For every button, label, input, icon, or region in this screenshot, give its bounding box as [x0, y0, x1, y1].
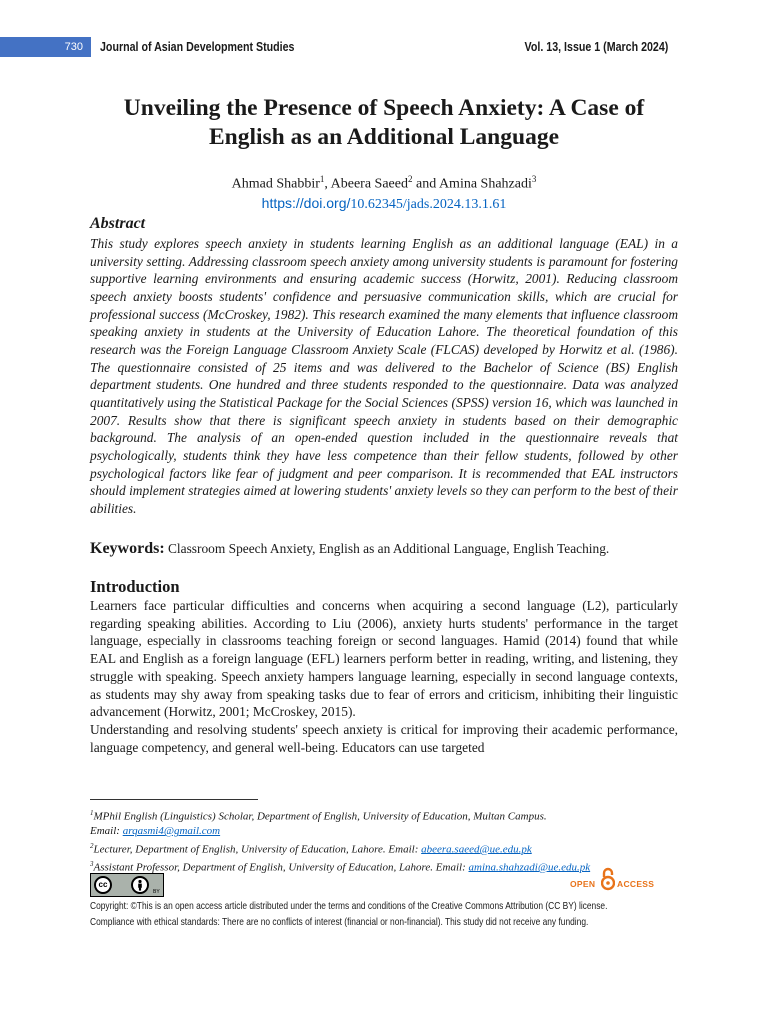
introduction-paragraph: Learners face particular difficulties and concerns when acquiring a second language (L2), particularly regarding speaking abilities. According to Liu (2006), anxiety hurts students' performance in the target language, especially in classrooms teaching foreign or second languages. Hamid (2014) found that while EAL and English as a foreign language (EFL) learners perform better in reading, writing, and listening, they struggle with speaking. Speech anxiety hampers language learning, especially in second language contexts, as students may shy away from speaking tasks due to fear of errors and criticism, inhibiting their linguistic advancement (Horwitz, 2001; McCroskey, 2015).: [90, 598, 678, 720]
footnotes: [90, 806, 690, 875]
footnote-text: Lecturer, Department of English, University of Education, Lahore. Email:: [93, 843, 422, 856]
email-link[interactable]: abeera.saeed@ue.edu.pk: [421, 843, 532, 856]
ethics-statement: Compliance with ethical standards: There are no conflicts of interest (financial or non-financial). This study did not receive any funding.: [90, 916, 589, 928]
issue-info: Vol. 13, Issue 1 (March 2024): [524, 39, 668, 54]
introduction-heading: Introduction: [90, 577, 180, 596]
abstract-heading: Abstract: [90, 215, 146, 232]
cc-by-license-icon[interactable]: [90, 873, 164, 897]
article-title: Unveiling the Presence of Speech Anxiety: A Case of English as an Additional Language: [123, 95, 645, 150]
open-access-logo: [570, 867, 660, 895]
open-access-lock-icon: [601, 867, 615, 891]
author-separator: ,: [324, 176, 331, 192]
author-affiliation-marker: 1: [319, 174, 325, 184]
introduction-body: [90, 597, 678, 756]
creative-commons-icon: cc: [94, 876, 112, 894]
footnote-text: Assistant Professor, Department of English, University of Education, Lahore. Email:: [93, 861, 469, 874]
footnote-2: [90, 839, 690, 857]
doi-prefix[interactable]: https://doi.org/: [261, 195, 351, 211]
copyright-text: Copyright: ©This is an open access article distributed under the terms and conditions of the Creative Commons Attribution (CC BY) license.: [90, 900, 608, 912]
by-label: BY: [153, 889, 160, 895]
email-link[interactable]: amina.shahzadi@ue.edu.pk: [468, 861, 591, 874]
footnote-1: [90, 806, 690, 824]
access-label: ACCESS: [617, 879, 655, 889]
footnote-marker: 3: [90, 859, 94, 868]
footnote-marker: 2: [90, 841, 94, 850]
author-separator: and: [412, 176, 439, 192]
author-name: Abeera Saeed: [330, 176, 408, 192]
footnote-divider: [90, 799, 258, 800]
author-affiliation-marker: 2: [407, 174, 413, 184]
footnote-text: MPhil English (Linguistics) Scholar, Department of English, University of Education, Multan Campus.: [93, 810, 547, 823]
attribution-person-icon: [131, 876, 149, 894]
abstract-text: This study explores speech anxiety in students learning English as an additional language (EAL) in a university setting. Addressing classroom speech anxiety among university students is paramount for fostering supportive learning environments and ensuring academic success (Horwitz, 2001). Reducing classroom speech anxiety boosts students' confidence and persuasive communication skills, which are crucial for professional success (McCroskey, 1982). This research examined the many elements that influence classroom speaking anxiety in students at the University of Education Lahore. The theoretical foundation of this research was the Foreign Language Classroom Anxiety Scale (FLCAS) developed by Horwitz et al. (1986). The questionnaire consisted of 25 items and was delivered to the Bachelor of Science (BS) English department students. One hundred and three students responded to the questionnaire. Data was analyzed quantitatively using the Statistical Package for the Social Sciences (SPSS) version 16, which was launched in 2007. Results show that there is significant speech anxiety in students based on their demographic background. The analysis of an open-ended question included in the questionnaire reveals that psychologically, students think they have less competence than their fellow students, followed by other psychological factors like fear of judgment and peer comparison. It is recommended that EAL instructors should implement strategies aimed at lowering students' anxiety levels so they can perform to the best of their abilities.: [90, 236, 678, 516]
footnote-marker: 1: [90, 809, 94, 817]
keywords-text: Classroom Speech Anxiety, English as an Additional Language, English Teaching.: [164, 541, 610, 556]
journal-name: Journal of Asian Development Studies: [100, 39, 295, 54]
running-header: [0, 37, 768, 57]
email-label: Email:: [90, 825, 123, 838]
keywords: [90, 539, 690, 559]
keywords-label: Keywords:: [90, 540, 165, 557]
copyright-notice: [90, 898, 607, 930]
page-number: 730: [0, 37, 91, 57]
author-name: Amina Shahzadi: [438, 176, 532, 192]
footnote-1-email: [90, 824, 690, 839]
open-label: OPEN: [570, 879, 596, 889]
author-name: Ahmad Shabbir: [231, 176, 320, 192]
doi-suffix[interactable]: 10.62345/jads.2024.13.1.61: [350, 197, 507, 212]
author-list: [90, 170, 678, 194]
doi-link[interactable]: [90, 194, 678, 214]
author-affiliation-marker: 3: [531, 174, 537, 184]
introduction-paragraph: Understanding and resolving students' speech anxiety is critical for improving their academic performance, language competency, and general well-being. Educators can use targeted: [90, 721, 678, 755]
email-link[interactable]: arqasmi4@gmail.com: [122, 825, 221, 838]
